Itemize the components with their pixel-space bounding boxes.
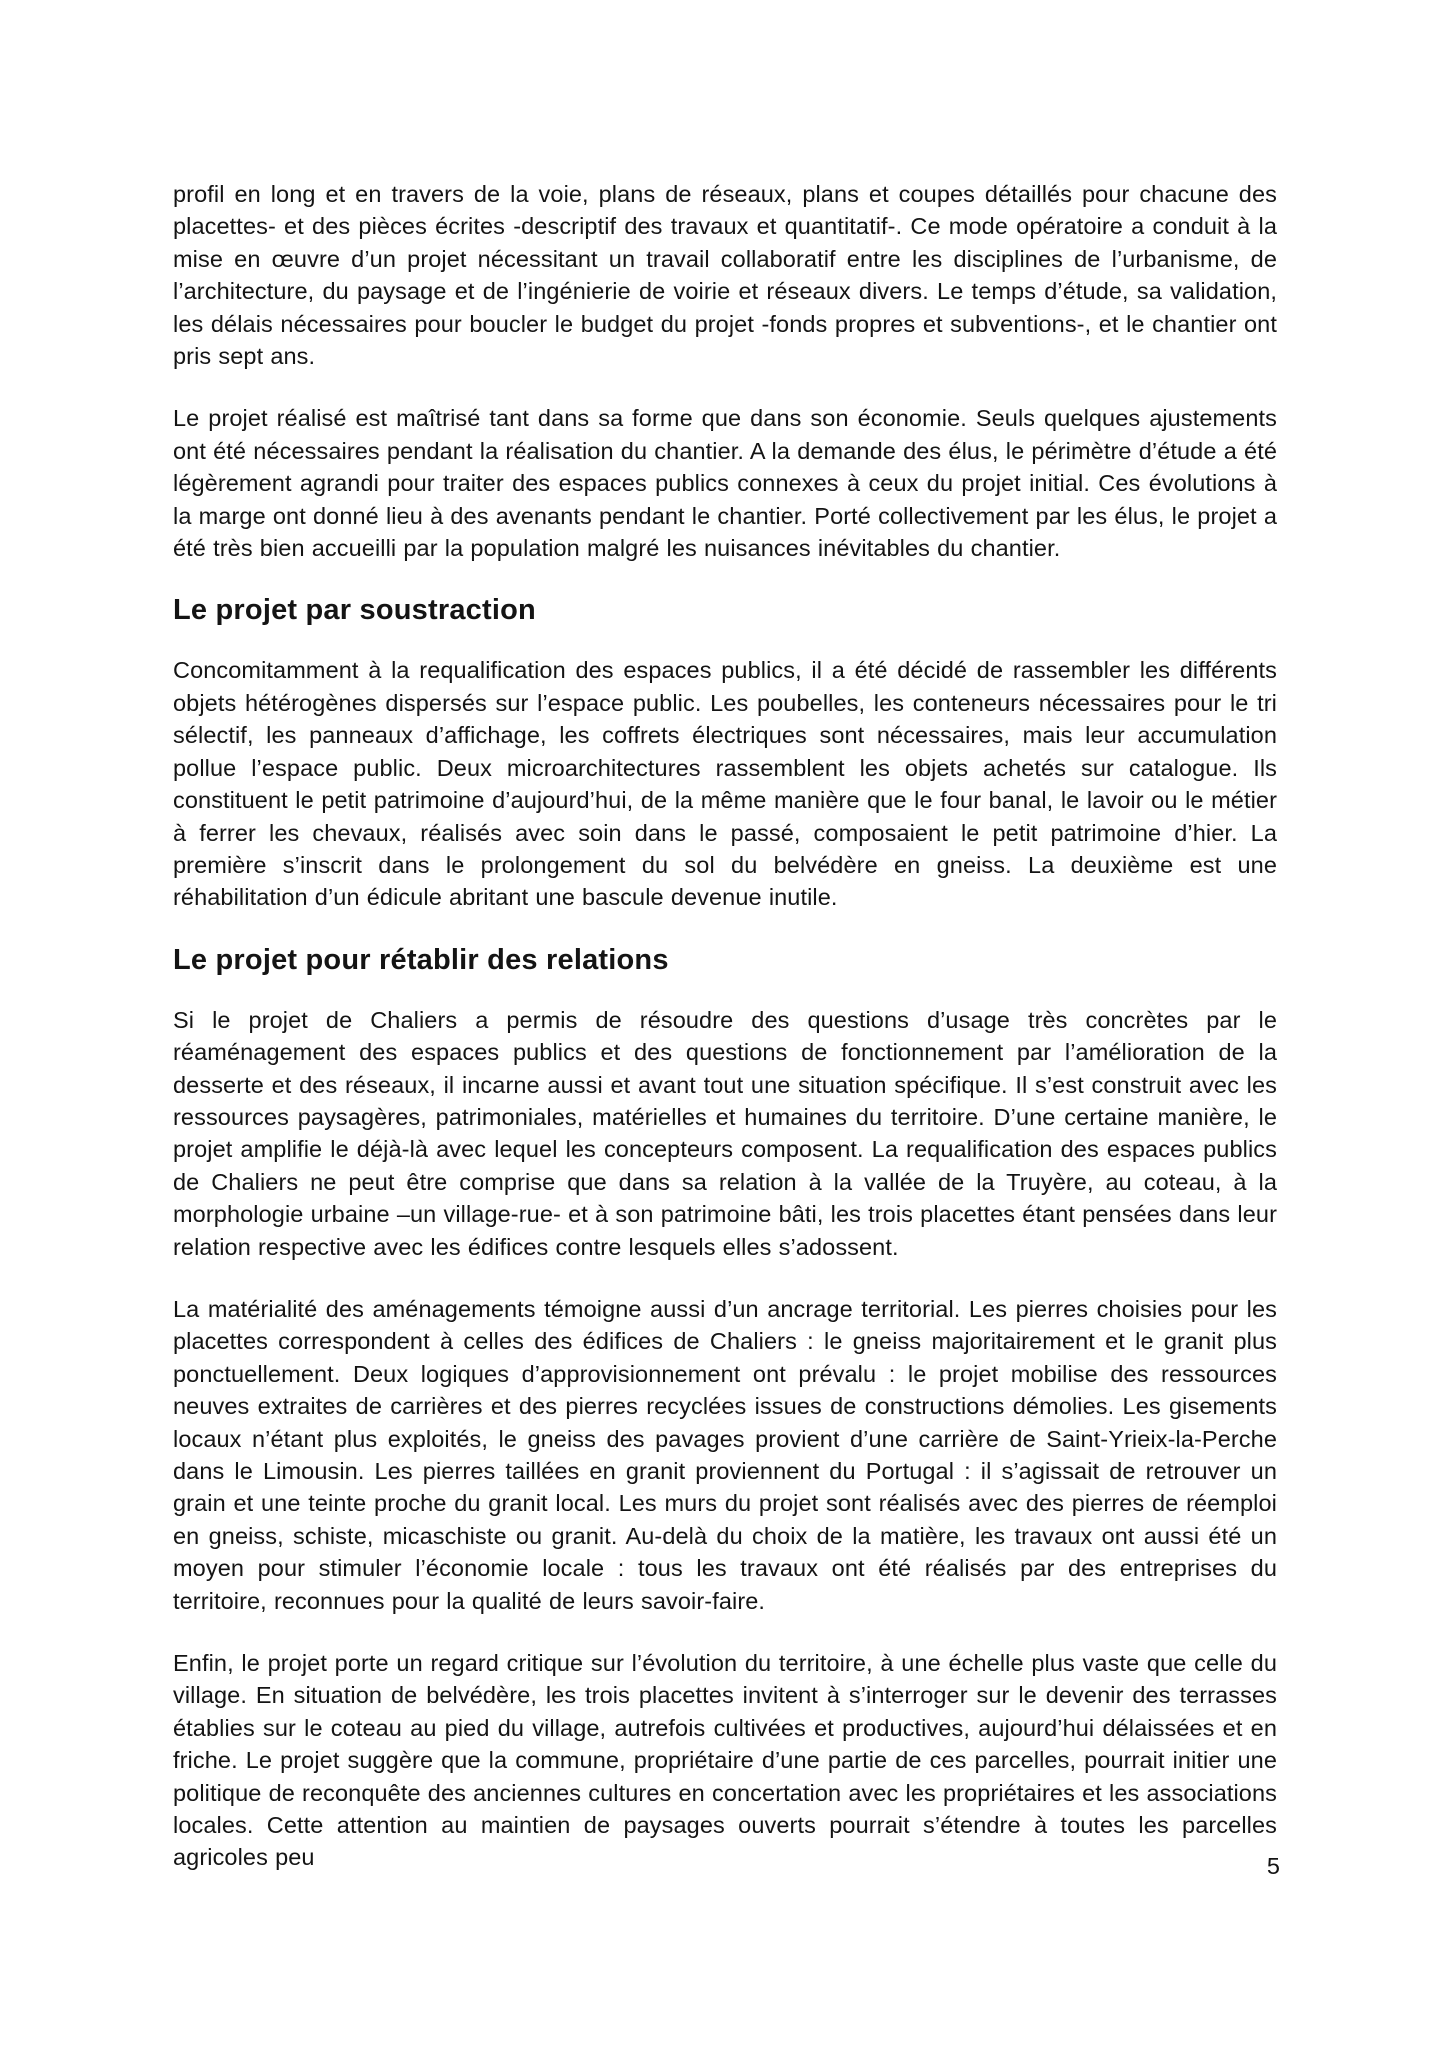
body-paragraph-3: Concomitamment à la requalification des espaces publics, il a été décidé de rassembler les différents objets hétérogènes dispersés sur l’espace public. Les poubelles, les conteneurs nécessaires pour le tri sélectif, les panneaux d’affichage, les coffrets électriques sont nécessaires, mais leur accumulation pollue l’espace public. Deux microarchitectures rassemblent les objets achetés sur catalogue. Ils constituent le petit patrimoine d’aujourd’hui, de la même manière que le four banal, le lavoir ou le métier à ferrer les chevaux, réalisés avec soin dans le passé, composaient le petit patrimoine d’hier. La première s’inscrit dans le prolongement du sol du belvédère en gneiss. La deuxième est une réhabilitation d’un édicule abritant une bascule devenue inutile. xyxy=(173,657,1277,911)
section-heading-2: Le projet pour rétablir des relations xyxy=(173,943,669,976)
body-paragraph-4: Si le projet de Chaliers a permis de résoudre des questions d’usage très concrètes par le réaménagement des espaces publics et des questions de fonctionnement par l’amélioration de la desserte et des réseaux, il incarne aussi et avant tout une situation spécifique. Il s’est construit avec les ressources paysagères, patrimoniales, matérielles et humaines du territoire. D’une certaine manière, le projet amplifie le déjà-là avec lequel les concepteurs composent. La requalification des espaces publics de Chaliers ne peut être comprise que dans sa relation à la vallée de la Truyère, au coteau, à la morphologie urbaine –un village-rue- et à son patrimoine bâti, les trois placettes étant pensées dans leur relation respective avec les édifices contre lesquels elles s’adossent. xyxy=(173,1006,1277,1260)
body-paragraph-6: Enfin, le projet porte un regard critique sur l’évolution du territoire, à une échelle plus vaste que celle du village. En situation de belvédère, les trois placettes invitent à s’interroger sur le devenir des terrasses établies sur le coteau au pied du village, autrefois cultivées et productives, aujourd’hui délaissées et en friche. Le projet suggère que la commune, propriétaire d’une partie de ces parcelles, pourrait initier une politique de reconquête des anciennes cultures en concertation avec les propriétaires et les associations locales. Cette attention au maintien de paysages ouverts pourrait s’étendre à toutes les parcelles agricoles peu xyxy=(173,1650,1277,1871)
body-paragraph-2: Le projet réalisé est maîtrisé tant dans sa forme que dans son économie. Seuls quelques ajustements ont été nécessaires pendant la réalisation du chantier. A la demande des élus, le périmètre d’étude a été légèrement agrandi pour traiter des espaces publics connexes à ceux du projet initial. Ces évolutions à la marge ont donné lieu à des avenants pendant le chantier. Porté collectivement par les élus, le projet a été très bien accueilli par la population malgré les nuisances inévitables du chantier. xyxy=(173,405,1277,562)
page-number: 5 xyxy=(1266,1853,1280,1879)
body-paragraph-5: La matérialité des aménagements témoigne aussi d’un ancrage territorial. Les pierres choisies pour les placettes correspondent à celles des édifices de Chaliers : le gneiss majoritairement et le granit plus ponctuellement. Deux logiques d’approvisionnement ont prévalu : le projet mobilise des ressources neuves extraites de carrières et des pierres recyclées issues de constructions démolies. Les gisements locaux n’étant plus exploités, le gneiss des pavages provient d’une carrière de Saint-Yrieix-la-Perche dans le Limousin. Les pierres taillées en granit proviennent du Portugal : il s’agissait de retrouver un grain et une teinte proche du granit local. Les murs du projet sont réalisés avec des pierres de réemploi en gneiss, schiste, micaschiste ou granit. Au-delà du choix de la matière, les travaux ont aussi été un moyen pour stimuler l’économie locale : tous les travaux ont été réalisés par des entreprises du territoire, reconnues pour la qualité de leurs savoir-faire. xyxy=(173,1295,1277,1614)
content-area xyxy=(173,178,1277,1904)
body-paragraph-1: profil en long et en travers de la voie, plans de réseaux, plans et coupes détaillés pour chacune des placettes- et des pièces écrites -descriptif des travaux et quantitatif-. Ce mode opératoire a conduit à la mise en œuvre d’un projet nécessitant un travail collaboratif entre les disciplines de l’urbanisme, de l’architecture, du paysage et de l’ingénierie de voirie et réseaux divers. Le temps d’étude, sa validation, les délais nécessaires pour boucler le budget du projet -fonds propres et subventions-, et le chantier ont pris sept ans. xyxy=(173,181,1277,370)
section-heading-1: Le projet par soustraction xyxy=(173,594,536,627)
